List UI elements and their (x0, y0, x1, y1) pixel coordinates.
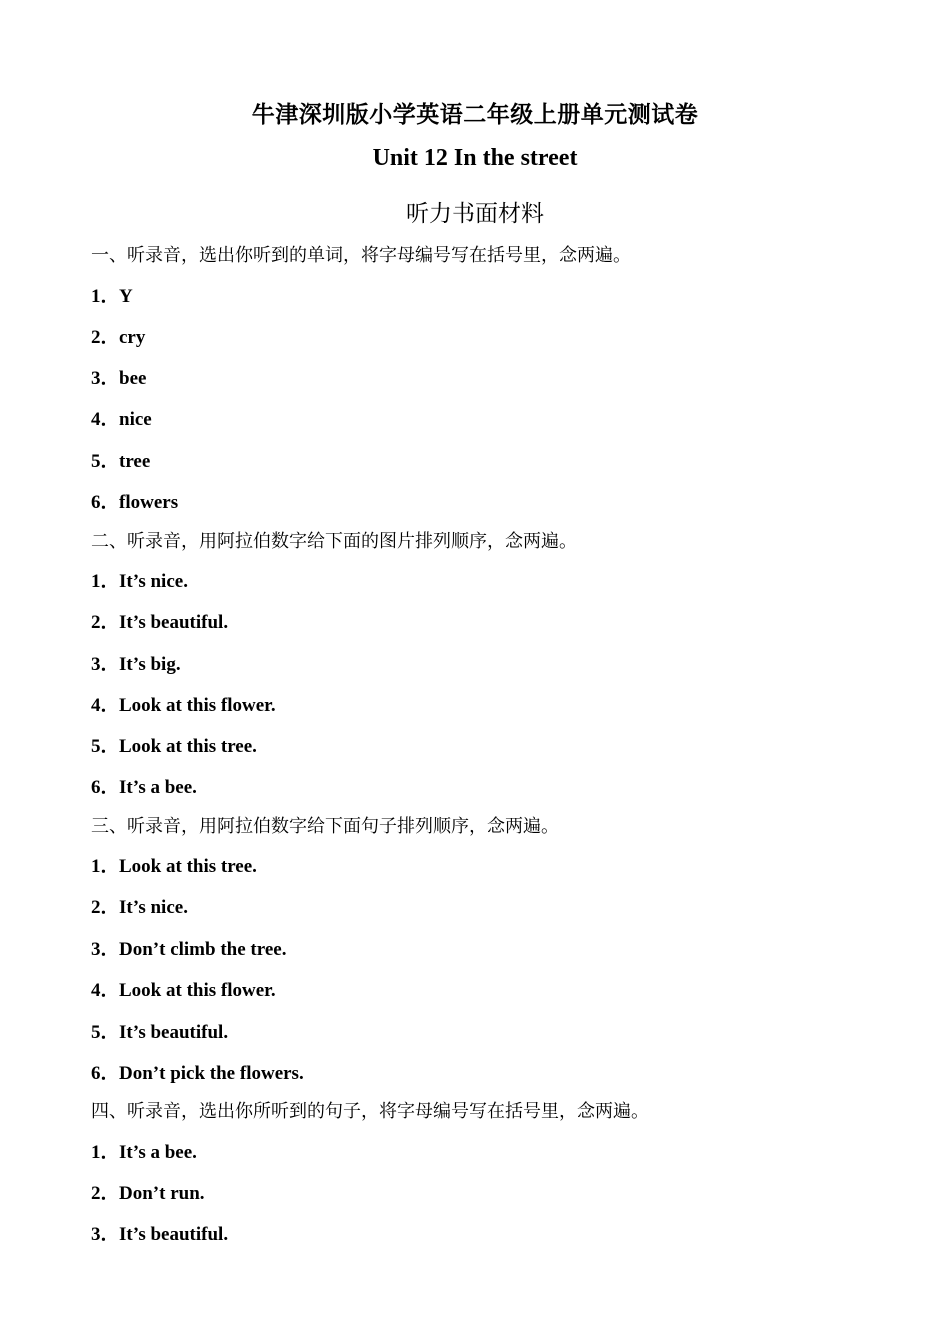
item-number: 1． (91, 571, 120, 592)
list-item (91, 649, 181, 676)
list-item (91, 566, 188, 593)
item-text: It’s beautiful. (119, 612, 229, 633)
list-item (91, 404, 152, 431)
list-item (91, 1219, 228, 1246)
item-number: 1． (91, 856, 120, 877)
section-2-heading: 二、听录音，用阿拉伯数字给下面的图片排列顺序，念两遍。 (91, 531, 577, 552)
list-item (91, 322, 145, 349)
item-text: It’s a bee. (119, 1142, 197, 1163)
item-text: nice (119, 409, 152, 430)
section-4-heading: 四、听录音，选出你所听到的句子，将字母编号写在括号里，念两遍。 (91, 1101, 649, 1122)
list-item (91, 1058, 304, 1085)
list-item (91, 446, 150, 473)
item-text: Look at this flower. (119, 695, 276, 716)
list-item (91, 892, 188, 919)
item-text: It’s nice. (119, 571, 188, 592)
list-item (91, 934, 286, 961)
item-text: cry (119, 327, 146, 348)
item-number: 5． (91, 451, 120, 472)
item-text: flowers (119, 492, 179, 513)
material-heading: 听力书面材料 (406, 201, 544, 227)
list-item (91, 1017, 228, 1044)
item-number: 2． (91, 327, 120, 348)
list-item (91, 851, 257, 878)
item-number: 3． (91, 1224, 120, 1245)
list-item (91, 1137, 197, 1164)
item-number: 4． (91, 409, 120, 430)
item-text: Don’t climb the tree. (119, 939, 287, 960)
item-number: 1． (91, 1142, 120, 1163)
item-number: 6． (91, 492, 120, 513)
item-number: 2． (91, 897, 120, 918)
item-text: tree (119, 451, 151, 472)
item-number: 3． (91, 368, 120, 389)
list-item (91, 1178, 205, 1205)
item-number: 3． (91, 939, 120, 960)
item-text: Don’t pick the flowers. (119, 1063, 304, 1084)
section-3-heading: 三、听录音，用阿拉伯数字给下面句子排列顺序，念两遍。 (91, 816, 559, 837)
item-number: 2． (91, 1183, 120, 1204)
item-number: 5． (91, 736, 120, 757)
item-text: It’s big. (119, 654, 181, 675)
item-number: 5． (91, 1022, 120, 1043)
item-number: 4． (91, 695, 120, 716)
list-item (91, 607, 228, 634)
list-item (91, 731, 257, 758)
unit-subtitle: Unit 12 In the street (372, 145, 578, 171)
item-number: 6． (91, 777, 120, 798)
list-item (91, 281, 133, 308)
item-number: 6． (91, 1063, 120, 1084)
item-text: It’s nice. (119, 897, 188, 918)
item-text: Don’t run. (119, 1183, 205, 1204)
item-text: Look at this flower. (119, 980, 276, 1001)
item-text: Look at this tree. (119, 856, 257, 877)
item-text: It’s beautiful. (119, 1022, 229, 1043)
item-number: 1． (91, 286, 120, 307)
list-item (91, 363, 146, 390)
list-item (91, 975, 276, 1002)
item-text: It’s a bee. (119, 777, 197, 798)
item-text: Look at this tree. (119, 736, 257, 757)
item-text: Y (119, 286, 133, 307)
item-text: bee (119, 368, 147, 389)
document-title: 牛津深圳版小学英语二年级上册单元测试卷 (251, 102, 699, 128)
item-text: It’s beautiful. (119, 1224, 229, 1245)
item-number: 4． (91, 980, 120, 1001)
list-item (91, 487, 178, 514)
section-1-heading: 一、听录音，选出你听到的单词，将字母编号写在括号里，念两遍。 (91, 245, 631, 266)
item-number: 3． (91, 654, 120, 675)
list-item (91, 690, 276, 717)
list-item (91, 772, 197, 799)
item-number: 2． (91, 612, 120, 633)
